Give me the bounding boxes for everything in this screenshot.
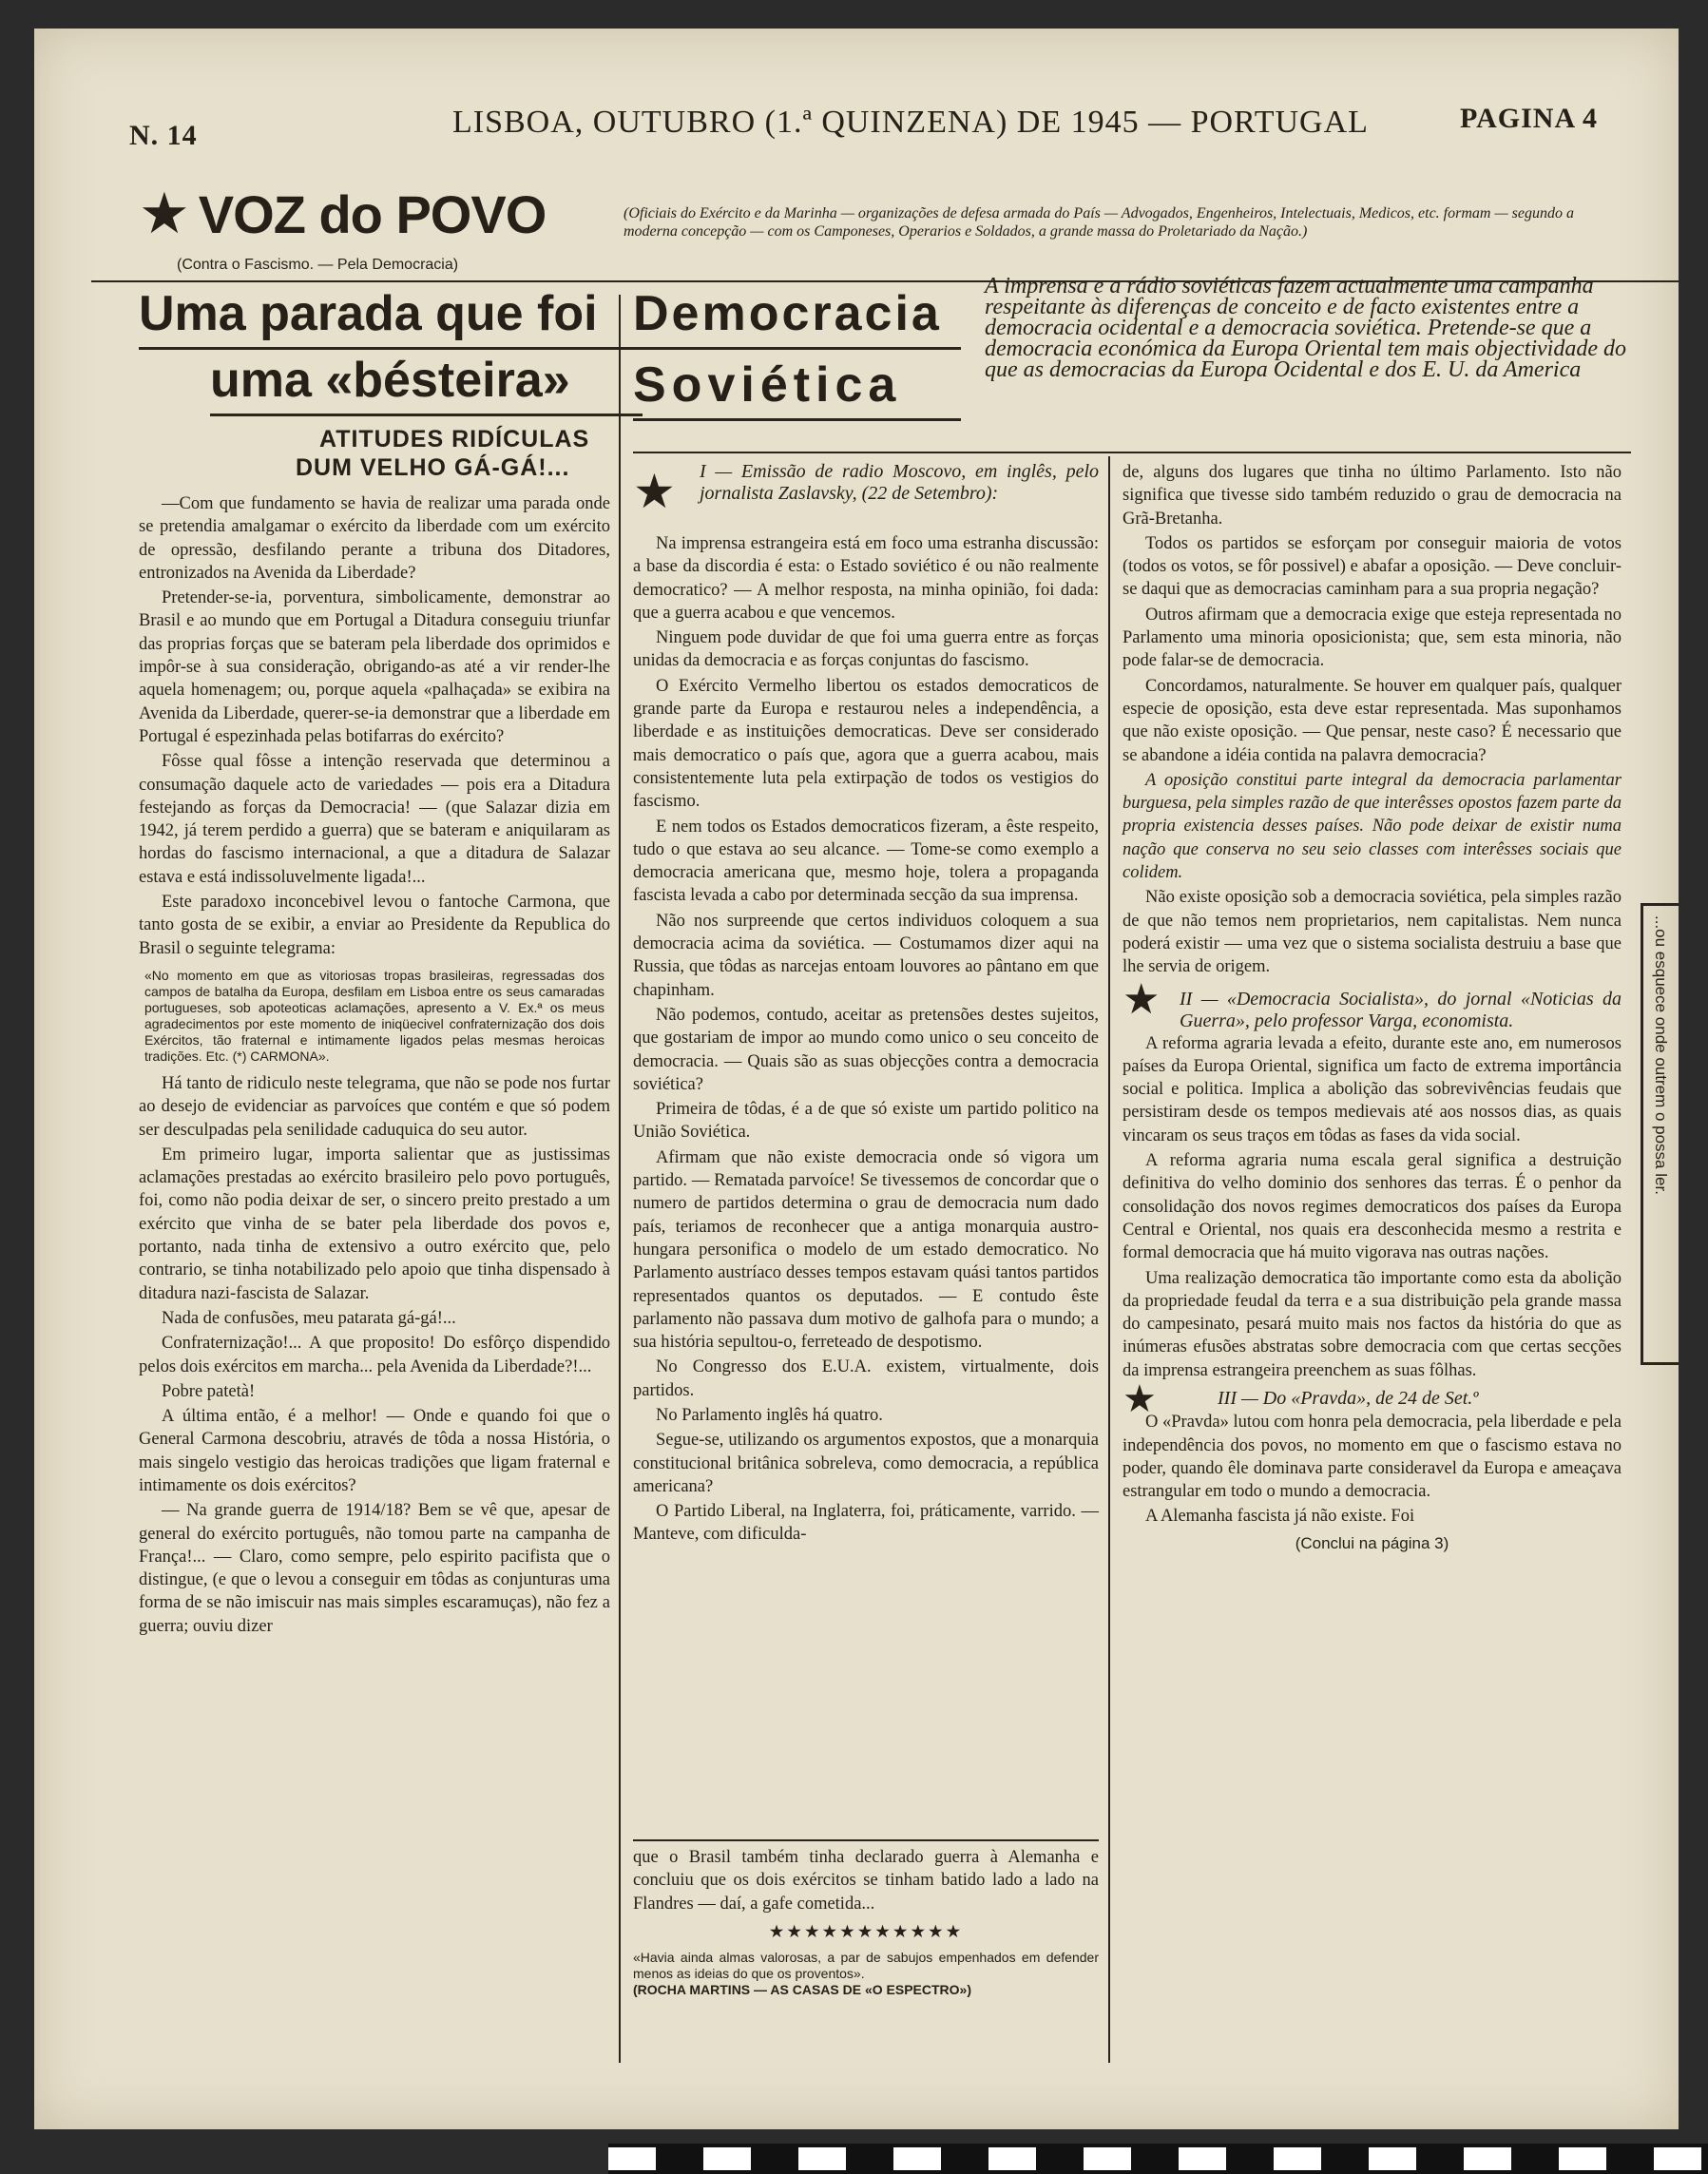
paragraph: Afirmam que não existe democracia onde só vigora um partido. — Rematada parvoíce! Se tivessemos de concordar que o numero de partidos determina o grau de democracia num dado país, teriamos de reconhecer que a antiga monarquia austro-hungara personifica o modelo de um estado democratico. No Parlamento austríaco desses tempos estavam quási tantos partidos representados quantos os deputados. — E contudo êste parlamento não passava dum motivo de galhofa para o mundo; a sua história sepultou-o, ferreteado de despotismo.	[633, 1147, 1099, 1353]
article2-headline-2: Soviética	[633, 357, 902, 413]
headline-rule	[633, 347, 961, 350]
paragraph: E nem todos os Estados democraticos fizeram, a êste respeito, tudo o que estava ao seu alcance. — Tome-se como exemplo a democracia americana que, mesmo hoje, tolera a propaganda fascista levada a cabo por determinada secção da sua imprensa.	[633, 817, 1099, 906]
paragraph: — Na grande guerra de 1914/18? Bem se vê que, apesar de general do exército português, não tomou parte na campanha de França!... — Claro, como sempre, pelo espirito pacifista que o distingue, (e que o levou a conseguir em tôdas as conjunturas uma forma de se não imiscuir nas mais simples escaramuças), não fez a guerra; ouviu dizer	[139, 1501, 610, 1636]
article1-headline-1: Uma parada que foi	[139, 286, 598, 341]
stars-divider: ★★★★★★★★★★★	[768, 1922, 964, 1942]
column-divider	[619, 295, 621, 2063]
paragraph: Concordamos, naturalmente. Se houver em qualquer país, qualquer especie de oposição, esta deve estar representada. Mas suponhamos que não existe oposição. — Que pensar, neste caso? É necessario que se abandone a idéia contida na palavra democracia?	[1123, 676, 1622, 765]
paragraph: Outros afirmam que a democracia exige que esteja representada no Parlamento uma minoria oposicionista; que, sem esta minoria, não pode falar-se de democracia.	[1123, 605, 1622, 671]
article2-column-mid	[633, 532, 1099, 1549]
paragraph: No Congresso dos E.U.A. existem, virtualmente, dois partidos.	[633, 1357, 1099, 1400]
star-icon: ★	[1123, 1376, 1157, 1420]
paragraph: de, alguns dos lugares que tinha no último Parlamento. Isto não significa que tivesse sido também reduzido o grau de democracia na Grã-Bretanha.	[1123, 463, 1622, 529]
masthead-title-text: VOZ do POVO	[198, 184, 547, 244]
paragraph: Primeira de tôdas, é a de que só existe um partido politico na União Soviética.	[633, 1100, 1099, 1143]
article2-column-right	[1123, 461, 1622, 1553]
paragraph: Ninguem pode duvidar de que foi uma guerra entre as forças unidas da democracia e as forças conjuntas do fascismo.	[633, 628, 1099, 671]
deck-rule	[633, 452, 1631, 453]
section-rule	[633, 1839, 1099, 1841]
star-icon: ★	[139, 182, 189, 245]
headline-rule	[210, 414, 643, 416]
article1-headline-2: uma «bésteira»	[210, 353, 570, 408]
paragraph: O «Pravda» lutou com honra pela democracia, pela liberdade e pela independência dos povos, no momento em que o fascismo estava no poder, quando êle dominava parte consideravel da Europa e ameaçava estrangular em todo o mundo a democracia.	[1123, 1413, 1622, 1502]
paragraph: Pobre patetà!	[162, 1381, 256, 1401]
ruler-segment	[798, 2147, 846, 2170]
headline-rule	[139, 347, 643, 350]
paragraph: Não nos surpreende que certos individuos coloquem a sua democracia acima da soviética. — Costumamos dizer aqui na Russia, que tôdas as narcejas entoam louvores ao pântano em que chapinham.	[633, 911, 1099, 1000]
color-scale-ruler	[608, 2144, 1708, 2174]
dateline: LISBOA, OUTUBRO (1.ª QUINZENA) DE 1945 — PORTUGAL	[452, 105, 1369, 140]
masthead-title	[139, 181, 546, 247]
article2-deck: A imprensa e a rádio soviéticas fazem actualmente uma campanha respeitante às diferenças de conceito e de facto existentes entre a democracia ocidental e a democracia soviética. Pretende-se que a democracia económica da Europa Oriental tem mais objectividade do que as democracias da Europa Ocidental e dos E. U. da America	[985, 274, 1626, 382]
paragraph: Nada de confusões, meu patarata gá-gá!...	[162, 1308, 456, 1328]
paragraph: A oposição constitui parte integral da democracia parlamentar burguesa, pela simples razão de que interêsses opostos fazem parte da propria existencia desses países. Não pode deixar de existir numa nação que conserva no seu seio classes com interêsses sociais que colidem.	[1123, 770, 1622, 883]
paragraph: Fôsse qual fôsse a intenção reservada que determinou a consumação daquele acto de variedades — pois era a Ditadura festejando as forças da Democracia! — (que Salazar dizia em 1942, já terem perdido a guerra) que se bateram e aniquilaram as hordas do fascismo internacional, a que a ditadura de Salazar estava e está indissoluvelmente ligada!...	[139, 752, 610, 887]
paragraph: A reforma agraria levada a efeito, durante este ano, em numerosos países da Europa Oriental, significa um facto de extrema importância social e politica. Implica a abolição das sobrevivências feudais que persistiram desde os tempos medievais até aos nossos dias, as quais vincaram os seus traços em tôdas as fases da vida social.	[1123, 1033, 1622, 1145]
telegram-quote: «No momento em que as vitoriosas tropas brasileiras, regressadas dos campos de batalha da Europa, desfilam em Lisboa entre os seus camaradas portugueses, sob apoteoticas aclamações, apresento a V. Ex.ª os meus agradecimentos por este momento de iniqüecivel confraternização dos dois Exércitos, tão fraternal e intimamente ligados pelas mesmas heroicas tradições. Etc. (*) CARMONA».	[144, 967, 605, 1064]
section1-title: I — Emissão de radio Moscovo, em inglês, pelo jornalista Zaslavsky, (22 de Setembro):	[700, 461, 1099, 504]
section2-title: II — «Democracia Socialista», do jornal «Noticias da Guerra», pelo professor Varga, economista.	[1180, 988, 1622, 1031]
paragraph: Segue-se, utilizando os argumentos expostos, que a monarquia constitucional britânica sobreleva, como democracia, a república americana?	[633, 1431, 1099, 1496]
ruler-segment	[893, 2147, 941, 2170]
paragraph: Na imprensa estrangeira está em foco uma estranha discussão: a base da discordia é esta: o Estado soviético é ou não realmente democratico? — A melhor resposta, na minha opinião, foi dada: que a guerra acabou e que vencemos.	[633, 534, 1099, 623]
paragraph: Pretender-se-ia, porventura, simbolicamente, demonstrar ao Brasil e ao mundo que em Portugal a Ditadura conseguiu triunfar das proprias forças que se bateram pela liberdade dos oprimidos e impôr-se à sua consideração, obrigando-as até a vir render-lhe aquela homenagem; ou, porque aquela «palhaçada» se exibira na Avenida da Liberdade, querer-se-ia demonstrar que a liberdade em Portugal é espezinhada pelas botifarras do exército?	[139, 588, 610, 746]
paragraph: Confraternização!... A que proposito! Do esfôrço dispendido pelos dois exércitos em marcha... pela Avenida da Liberdade?!...	[139, 1334, 610, 1376]
paragraph: Não existe oposição sob a democracia soviética, pela simples razão de que não temos nem proprietarios, nem capitalistas. Nem nunca poderá existir — uma vez que o sistema socialista destruiu a base que lhe servia de origem.	[1123, 888, 1622, 977]
paragraph: Uma realização democratica tão importante como esta da abolição da propriedade feudal da terra e a sua distribuição pela grande massa do campesinato, pesará muito mais nos factos da história do que as inúmeras efusões abstratas sobre democracia com que certas secções da imprensa estrangeira preenchem as suas fôlhas.	[1123, 1268, 1622, 1380]
sidebar-box	[1641, 903, 1679, 1365]
headline-rule	[633, 418, 961, 421]
issue-number: N. 14	[129, 120, 198, 151]
ruler-segment	[1084, 2147, 1131, 2170]
paragraph: A Alemanha fascista já não existe. Foi	[1145, 1507, 1415, 1527]
paragraph: que o Brasil também tinha declarado guerra à Alemanha e concluiu que os dois exércitos se tinham batido lado a lado na Flandres — daí, a gafe cometida...	[633, 1848, 1099, 1914]
ruler-segment	[1274, 2147, 1321, 2170]
masthead-description: (Oficiais do Exército e da Marinha — organizações de defesa armada do País — Advogados, Engenheiros, Intelectuais, Medicos, etc. formam — segundo a moderna concepção — com os Camponeses, Operarios e Soldados, a grande massa do Proletariado da Nação.)	[624, 205, 1575, 240]
paragraph: Todos os partidos se esforçam por conseguir maioria de votos (todos os votos, se fôr possivel) e abafar a oposição. — Deve concluir-se daqui que as democracias caminham para a sua propria negação?	[1123, 533, 1622, 600]
ruler-segment	[1559, 2147, 1606, 2170]
ruler-segment	[608, 2147, 656, 2170]
paragraph: Não podemos, contudo, aceitar as pretensões destes sujeitos, que gostariam de impor ao mundo como unico o seu conceito de democracia. — Quais são as suas objecções contra a democracia soviética?	[633, 1005, 1099, 1094]
footer-mid	[633, 1846, 1099, 1998]
paragraph: Este paradoxo inconcebivel levou o fantoche Carmona, que tanto gosta de se exibir, a enviar ao Presidente da Republica do Brasil o seguinte telegrama:	[139, 893, 610, 958]
continued-note: (Conclui na página 3)	[1295, 1533, 1449, 1552]
paragraph: No Parlamento inglês há quatro.	[656, 1405, 883, 1425]
paragraph: O Exército Vermelho libertou os estados democraticos de grande parte da Europa e restaurou neles a independência, a liberdade e as instituições democraticas. Deve ser considerado mais democratico o país que, agora que a guerra acabou, mais consistentemente luta pela extirpação de todos os vestigios do fascismo.	[633, 676, 1099, 812]
article1-subhead-2: DUM VELHO GÁ-GÁ!...	[296, 454, 570, 481]
ruler-segment	[1369, 2147, 1416, 2170]
masthead-motto: (Contra o Fascismo. — Pela Democracia)	[177, 257, 459, 273]
star-icon: ★	[633, 465, 676, 518]
ruler-segment	[988, 2147, 1036, 2170]
paragraph: Em primeiro lugar, importa salientar que as justissimas aclamações prestadas ao exército brasileiro pelo povo português, foi, como não podia deixar de ser, o sincero preito prestado a um exército que vinha de se bater pela liberdade dos povos e, portanto, nada tinha de extensivo a outro exército que, pelo contrario, se tinha notabilizado pelo apoio que tinha dispensado à ditadura nazi-fascista de Salazar.	[139, 1145, 610, 1303]
star-icon: ★	[1123, 975, 1161, 1023]
article1-column	[139, 492, 610, 1640]
paragraph: Há tanto de ridiculo neste telegrama, que não se pode nos furtar ao desejo de evidenciar as parvoíces que contém e que só podem ser desculpadas pela senilidade caduquica do seu autor.	[139, 1073, 610, 1140]
paragraph: A reforma agraria numa escala geral significa a destruição definitiva do velho dominio dos senhores das terras. É o penhor da consolidação dos novos regimes democraticos dos países da Europa Central e Oriental, nos quais era desconhecida mesmo a restrita e formal democracia que há muito vigorava nas outras nações.	[1123, 1151, 1622, 1263]
ruler-segment	[703, 2147, 751, 2170]
page-number: PAGINA 4	[1460, 103, 1598, 134]
article2-headline-1: Democracia	[633, 286, 942, 341]
quote-source: (ROCHA MARTINS — AS CASAS DE «O ESPECTRO»)	[633, 1982, 971, 1998]
sidebar-text: ...ou esquece onde outrem o possa ler.	[1652, 915, 1670, 1195]
ruler-segment	[1464, 2147, 1511, 2170]
section3-title: III — Do «Pravda», de 24 de Set.º	[1218, 1387, 1479, 1409]
article1-subhead-1: ATITUDES RIDÍCULAS	[319, 426, 590, 452]
paragraph: —Com que fundamento se havia de realizar uma parada onde se pretendia amalgamar o exército da liberdade com um exército de opressão, desfilando perante a tribuna dos Ditadores, entronizados na Avenida da Liberdade?	[139, 494, 610, 583]
quote: «Havia ainda almas valorosas, a par de sabujos empenhados em defender menos as ideias do que os proventos».	[633, 1950, 1099, 1982]
ruler-segment	[1179, 2147, 1226, 2170]
paragraph: O Partido Liberal, na Inglaterra, foi, práticamente, varrido. — Manteve, com dificulda-	[633, 1502, 1099, 1545]
column-divider	[1108, 456, 1110, 2063]
section3-heading	[1123, 1376, 1622, 1420]
section2-heading	[1123, 975, 1622, 1032]
paragraph: A última então, é a melhor! — Onde e quando foi que o General Carmona descobriu, através de tôda a nossa História, o mais singelo vestigio das heroicas tradições que ligam fraternal e intimamente os dois exércitos?	[139, 1407, 610, 1495]
newspaper-page	[34, 29, 1679, 2129]
ruler-segment	[1654, 2147, 1701, 2170]
